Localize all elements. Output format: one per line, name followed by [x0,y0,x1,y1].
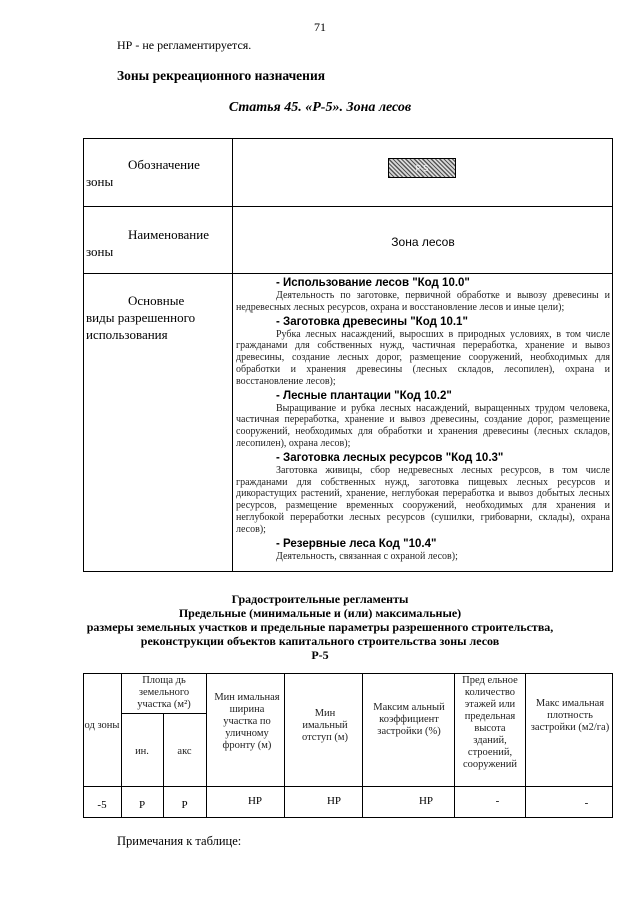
use-description: Заготовка живицы, сбор недревесных лесных ресурсов, в том числе гражданами для собственных нужд, заготовка пищевых лесных ресурсов и дикорастущих растений, хранение, неглубокая переработка и вывоз добытых лесных ресурсов, размещение временных сооружений, необходимых для хранения и неглубокой переработки лесных ресурсов (сушилки, грибоварни, склады), охрана лесов); [236,464,610,535]
table-divider [232,138,233,572]
use-item [236,315,610,388]
use-description: Рубка лесных насаждений, выросших в природных условиях, в том числе гражданами для собственных нужд, частичная переработка, хранение и вывоз древесины, создание лесных дорог, размещение сооружений, необходимых для обработки и хранения древесины (лесных складов, лесопилен), охрана и восстановление лесов); [236,328,610,387]
table-divider [362,673,363,818]
uses-label: Основные виды разрешенного использования [86,293,196,342]
use-item [236,537,610,563]
header-max: акс [177,746,192,757]
cell-min: Р [138,799,146,811]
section-title: Зоны рекреационного назначения [117,68,326,83]
article-title: Статья 45. «Р-5». Зона лесов [228,100,412,115]
table-divider [83,206,613,207]
use-title: - Заготовка лесных ресурсов "Код 10.3" [276,451,504,464]
cell-floors: - [495,795,500,807]
cell-frontage: НР [247,795,263,807]
cell-max: Р [181,799,188,811]
use-description: Деятельность, связанная с охраной лесов); [276,550,458,562]
header-setback: Мин имальный отступ (м) [301,708,349,743]
cell-density: - [584,797,589,809]
table-divider [284,673,285,818]
use-description: Выращивание и рубка лесных насаждений, выращенных трудом человека, частичная переработка, хранение и вывоз древесины, создание дорог, размещение сооружений, необходимых для обработки и хранения древесины (лесных складов, лесопилен), охрана лесов); [236,402,610,449]
table-divider [83,273,613,274]
use-item [236,389,610,450]
header-min: ин. [135,746,149,757]
use-item [236,276,610,314]
table-divider [206,673,207,818]
header-floors: Пред ельное количество этажей или предельная высота зданий, строений, сооружений [462,675,518,770]
cell-code: -5 [97,799,107,811]
header-frontage: Мин имальная ширина участка по уличному фронту (м) [214,692,280,751]
table-divider [454,673,455,818]
table-divider [83,786,613,787]
use-title: - Резервные леса Код "10.4" [276,537,437,550]
header-coverage: Максим альный коэффициент застройки (%) [373,702,445,737]
use-item [236,451,610,536]
page-number: 71 [314,20,326,34]
use-title: - Использование лесов "Код 10.0" [276,277,470,289]
use-description: Деятельность по заготовке, первичной обработке и вывозу древесины и недревесных лесных ресурсов, охрана и восстановление лесов и иные цели); [236,290,610,313]
cell-setback: НР [326,795,342,807]
cell-coverage: НР [418,795,434,807]
use-title: - Заготовка древесины "Код 10.1" [276,315,468,328]
table-divider [525,673,526,818]
zone-badge: Р-5 [388,158,456,178]
table-notes-label: Примечания к таблице: [117,834,242,848]
designation-label: Обозначение зоны [86,157,200,189]
header-area: Площа дь земельного участка (м²) [137,675,191,710]
regulations-heading: Градостроительные регламенты Предельные (минимальные и (или) максимальные) размеры земельных участков и предельные параметры разрешенного строительства, реконструкции объектов капитального строительства зоны лесов Р-5 [86,592,554,662]
hr-note: НР - не регламентируется. [117,38,252,52]
permitted-uses-list [236,276,610,563]
zone-name-value: Зона лесов [391,235,455,249]
header-code: од зоны [84,720,120,731]
header-density: Макс имальная плотность застройки (м2/га) [530,698,610,733]
table-divider [121,713,206,714]
use-title: - Лесные плантации "Код 10.2" [276,389,452,402]
name-label: Наименование зоны [86,227,209,259]
